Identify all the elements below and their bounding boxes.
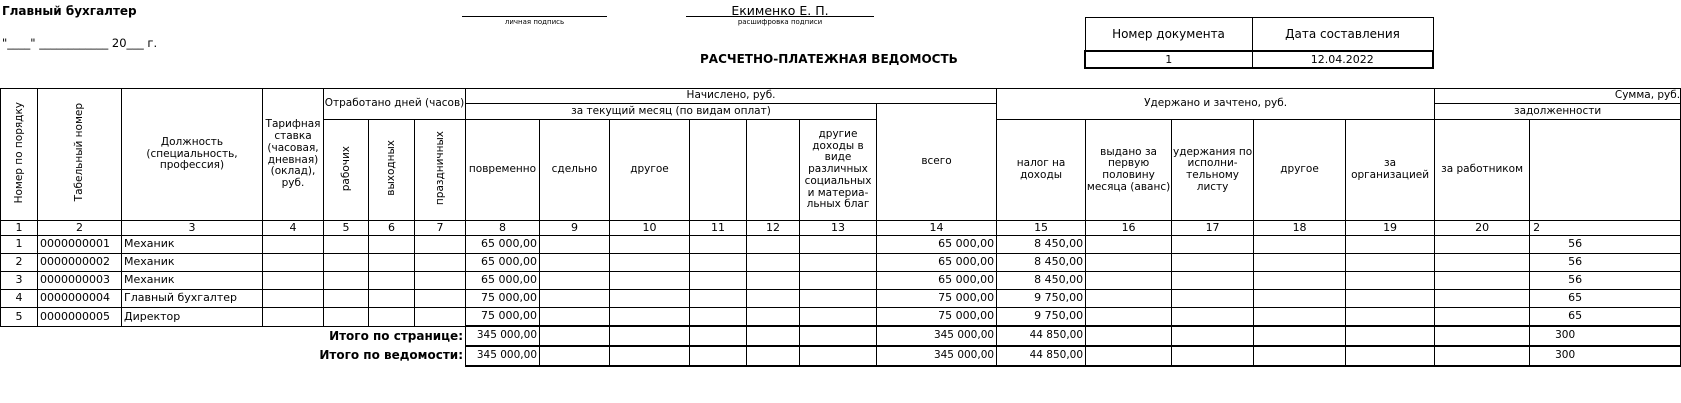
cell-empty <box>690 326 747 346</box>
header-piecework: сдельно <box>540 120 610 221</box>
header-time-based: повременно <box>466 120 540 221</box>
cell-empty <box>369 272 415 290</box>
header-writ: удержания по исполни-тельному листу <box>1172 120 1254 221</box>
row-position: Механик <box>122 236 263 254</box>
row-number: 2 <box>1 254 38 272</box>
row-position: Директор <box>122 308 263 327</box>
cell-empty <box>610 326 690 346</box>
row-total: 75 000,00 <box>877 308 997 327</box>
cell-empty <box>540 326 610 346</box>
row-number: 4 <box>1 290 38 308</box>
row-total: 75 000,00 <box>877 290 997 308</box>
cell-empty <box>1254 308 1346 327</box>
decoding-caption: расшифровка подписи <box>737 18 823 26</box>
header-worked: Отработано дней (часов) <box>324 89 466 120</box>
cell-empty <box>1086 236 1172 254</box>
cell-empty <box>747 346 800 366</box>
chief-accountant-label: Главный бухгалтер <box>2 4 137 18</box>
col-number: 12 <box>747 221 800 236</box>
col-number: 1 <box>1 221 38 236</box>
header-other-pay: другое <box>610 120 690 221</box>
document-date-label: Дата составления <box>1252 18 1433 52</box>
cell-empty <box>690 308 747 327</box>
cell-empty <box>690 272 747 290</box>
header-income-tax: налог на доходы <box>997 120 1086 221</box>
payroll-table <box>0 88 1681 367</box>
decoding-line <box>686 16 874 17</box>
header-position: Должность (специальность, профессия) <box>122 89 263 221</box>
cell-empty <box>1172 346 1254 366</box>
header-total: всего <box>877 104 997 221</box>
document-title: РАСЧЕТНО-ПЛАТЕЖНАЯ ВЕДОМОСТЬ <box>700 52 958 66</box>
cell-empty <box>1172 308 1254 327</box>
cell-empty <box>540 254 610 272</box>
cell-empty <box>690 236 747 254</box>
header-blank-12 <box>747 120 800 221</box>
cell-empty <box>800 254 877 272</box>
cell-empty <box>1346 236 1435 254</box>
col-number: 13 <box>800 221 877 236</box>
cell-empty <box>540 272 610 290</box>
row-income-tax: 9 750,00 <box>997 308 1086 327</box>
header-holidays: праздничных <box>415 120 466 221</box>
cell-empty <box>800 290 877 308</box>
cell-empty <box>324 272 369 290</box>
row-total: 65 000,00 <box>877 236 997 254</box>
header-workdays: рабочих <box>324 120 369 221</box>
cell-empty <box>1254 254 1346 272</box>
cell-empty <box>263 254 324 272</box>
cell-empty <box>324 308 369 327</box>
row-to-pay: 56 <box>1530 236 1681 254</box>
col-number: 19 <box>1346 221 1435 236</box>
cell-empty <box>1435 272 1530 290</box>
cell-empty <box>540 290 610 308</box>
col-number: 4 <box>263 221 324 236</box>
row-tab-number: 0000000005 <box>38 308 122 327</box>
row-income-tax: 8 450,00 <box>997 272 1086 290</box>
row-time-based: 65 000,00 <box>466 254 540 272</box>
row-income-tax: 8 450,00 <box>997 236 1086 254</box>
document-number-value: 1 <box>1085 51 1252 68</box>
statement-total-to-pay: 300 <box>1530 346 1681 366</box>
page-total-label: Итого по странице: <box>1 326 466 346</box>
cell-empty <box>1172 290 1254 308</box>
col-number: 17 <box>1172 221 1254 236</box>
col-number: 20 <box>1435 221 1530 236</box>
row-number: 3 <box>1 272 38 290</box>
header-withheld: Удержано и зачтено, руб. <box>997 89 1435 120</box>
col-number: 16 <box>1086 221 1172 236</box>
header-order-no: Номер по порядку <box>1 89 38 221</box>
cell-empty <box>1346 254 1435 272</box>
table-row <box>1 290 1681 308</box>
cell-empty <box>1086 308 1172 327</box>
document-date-value: 12.04.2022 <box>1252 51 1433 68</box>
cell-empty <box>1254 272 1346 290</box>
document-info-box <box>1084 17 1434 69</box>
col-number: 11 <box>690 221 747 236</box>
cell-empty <box>369 236 415 254</box>
header-sum: Сумма, руб. <box>1435 89 1681 104</box>
signer-name: Екименко Е. П. <box>731 3 829 18</box>
header-advance: выдано за первую половину месяца (аванс) <box>1086 120 1172 221</box>
cell-empty <box>1435 326 1530 346</box>
cell-empty <box>610 308 690 327</box>
cell-empty <box>800 236 877 254</box>
header-other-withheld: другое <box>1254 120 1346 221</box>
row-to-pay: 56 <box>1530 254 1681 272</box>
col-number: 10 <box>610 221 690 236</box>
row-tab-number: 0000000002 <box>38 254 122 272</box>
cell-empty <box>610 290 690 308</box>
cell-empty <box>800 272 877 290</box>
col-number: 9 <box>540 221 610 236</box>
cell-empty <box>415 254 466 272</box>
cell-empty <box>415 236 466 254</box>
cell-empty <box>263 272 324 290</box>
row-tab-number: 0000000001 <box>38 236 122 254</box>
row-time-based: 65 000,00 <box>466 272 540 290</box>
cell-empty <box>415 308 466 327</box>
statement-total-sum: 345 000,00 <box>877 346 997 366</box>
cell-empty <box>415 272 466 290</box>
cell-empty <box>540 346 610 366</box>
cell-empty <box>1172 272 1254 290</box>
cell-empty <box>1254 290 1346 308</box>
cell-empty <box>1346 272 1435 290</box>
row-position: Главный бухгалтер <box>122 290 263 308</box>
table-row <box>1 254 1681 272</box>
statement-total-label: Итого по ведомости: <box>1 346 466 366</box>
col-number: 2 <box>38 221 122 236</box>
cell-empty <box>1254 236 1346 254</box>
cell-empty <box>1435 254 1530 272</box>
col-number: 7 <box>415 221 466 236</box>
page-total-time-based: 345 000,00 <box>466 326 540 346</box>
cell-empty <box>324 236 369 254</box>
statement-total-row <box>1 346 1681 366</box>
cell-empty <box>690 254 747 272</box>
statement-total-income-tax: 44 850,00 <box>997 346 1086 366</box>
cell-empty <box>369 308 415 327</box>
cell-empty <box>800 308 877 327</box>
cell-empty <box>747 236 800 254</box>
header-current-month: за текущий месяц (по видам оплат) <box>466 104 877 120</box>
row-number: 5 <box>1 308 38 327</box>
page-total-row <box>1 326 1681 346</box>
table-row <box>1 236 1681 254</box>
row-to-pay: 65 <box>1530 308 1681 327</box>
date-line: "____" ____________ 20___ г. <box>2 36 158 50</box>
header-blank-11 <box>690 120 747 221</box>
cell-empty <box>1086 254 1172 272</box>
cell-empty <box>800 346 877 366</box>
header-by-employee: за работником <box>1435 120 1530 221</box>
cell-empty <box>1172 326 1254 346</box>
signature-line <box>462 16 607 17</box>
row-position: Механик <box>122 272 263 290</box>
table-row <box>1 272 1681 290</box>
row-time-based: 65 000,00 <box>466 236 540 254</box>
table-row <box>1 308 1681 327</box>
col-number: 3 <box>122 221 263 236</box>
cell-empty <box>1172 236 1254 254</box>
cell-empty <box>1086 346 1172 366</box>
page-total-income-tax: 44 850,00 <box>997 326 1086 346</box>
cell-empty <box>369 290 415 308</box>
row-position: Механик <box>122 254 263 272</box>
cell-empty <box>1435 236 1530 254</box>
cell-empty <box>610 272 690 290</box>
row-time-based: 75 000,00 <box>466 290 540 308</box>
row-tab-number: 0000000003 <box>38 272 122 290</box>
cell-empty <box>263 236 324 254</box>
cell-empty <box>324 290 369 308</box>
row-tab-number: 0000000004 <box>38 290 122 308</box>
cell-empty <box>690 346 747 366</box>
cell-empty <box>1346 326 1435 346</box>
cell-empty <box>324 254 369 272</box>
cell-empty <box>415 290 466 308</box>
row-to-pay: 56 <box>1530 272 1681 290</box>
header-other-income: другие доходы в виде различных социальных и материа-льных благ <box>800 120 877 221</box>
column-numbers-row <box>1 221 1681 236</box>
header-tab-no: Табельный номер <box>38 89 122 221</box>
row-total: 65 000,00 <box>877 272 997 290</box>
header-by-org: за организацией <box>1346 120 1435 221</box>
header-accrued: Начислено, руб. <box>466 89 997 104</box>
page-total-sum: 345 000,00 <box>877 326 997 346</box>
cell-empty <box>1435 308 1530 327</box>
cell-empty <box>1086 290 1172 308</box>
cell-empty <box>540 308 610 327</box>
cell-empty <box>1086 326 1172 346</box>
cell-empty <box>1346 308 1435 327</box>
cell-empty <box>1346 346 1435 366</box>
cell-empty <box>610 236 690 254</box>
col-number: 6 <box>369 221 415 236</box>
cell-empty <box>540 236 610 254</box>
col-number: 15 <box>997 221 1086 236</box>
cell-empty <box>1346 290 1435 308</box>
row-income-tax: 8 450,00 <box>997 254 1086 272</box>
col-number: 5 <box>324 221 369 236</box>
header-weekends: выходных <box>369 120 415 221</box>
header-debt: задолженности <box>1435 104 1681 120</box>
row-total: 65 000,00 <box>877 254 997 272</box>
col-number: 2 <box>1530 221 1681 236</box>
cell-empty <box>1254 326 1346 346</box>
cell-empty <box>747 272 800 290</box>
cell-empty <box>610 254 690 272</box>
row-time-based: 75 000,00 <box>466 308 540 327</box>
signature-caption: личная подпись <box>504 18 565 26</box>
col-number: 8 <box>466 221 540 236</box>
cell-empty <box>610 346 690 366</box>
col-number: 14 <box>877 221 997 236</box>
statement-total-time-based: 345 000,00 <box>466 346 540 366</box>
header-rate: Тарифная ставка (часовая, дневная) (оклад), руб. <box>263 89 324 221</box>
row-number: 1 <box>1 236 38 254</box>
cell-empty <box>1172 254 1254 272</box>
row-income-tax: 9 750,00 <box>997 290 1086 308</box>
row-to-pay: 65 <box>1530 290 1681 308</box>
page-total-to-pay: 300 <box>1530 326 1681 346</box>
cell-empty <box>800 326 877 346</box>
col-number: 18 <box>1254 221 1346 236</box>
cell-empty <box>747 326 800 346</box>
cell-empty <box>747 254 800 272</box>
cell-empty <box>263 308 324 327</box>
cell-empty <box>747 290 800 308</box>
cell-empty <box>747 308 800 327</box>
cell-empty <box>1086 272 1172 290</box>
cell-empty <box>1435 346 1530 366</box>
cell-empty <box>690 290 747 308</box>
cell-empty <box>1254 346 1346 366</box>
cell-empty <box>369 254 415 272</box>
cell-empty <box>1435 290 1530 308</box>
document-number-label: Номер документа <box>1085 18 1252 52</box>
cell-empty <box>263 290 324 308</box>
